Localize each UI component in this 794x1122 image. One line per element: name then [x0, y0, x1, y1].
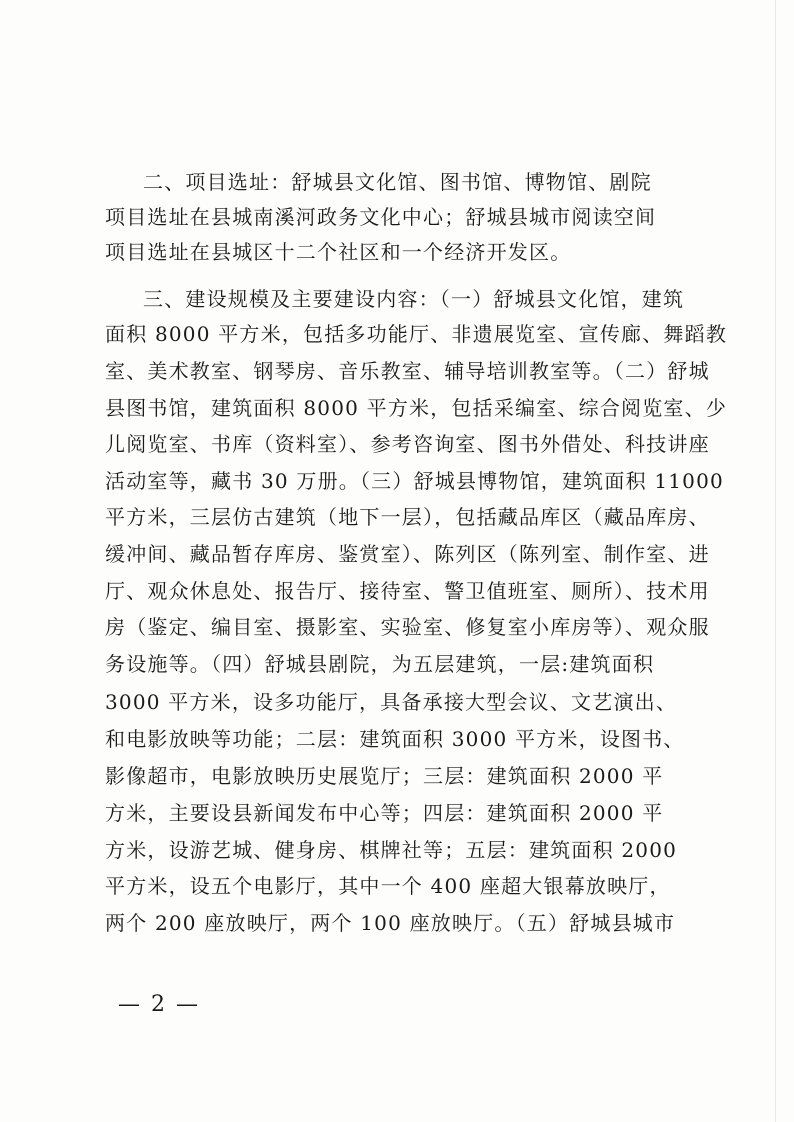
text-line-7: 县图书馆，建筑面积 8000 平方米，包括采编室、综合阅览室、少 — [105, 396, 728, 420]
text-line-11: 缓冲间、藏品暂存库房、鉴赏室）、陈列区（陈列室、制作室、进 — [105, 542, 710, 566]
text-line-12: 厅、观众休息处、报告厅、接待室、警卫值班室、厕所）、技术用 — [105, 579, 710, 603]
text-line-10: 平方米，三层仿古建筑（地下一层），包括藏品库区（藏品库房、 — [105, 505, 710, 529]
text-line-17: 影像超市，电影放映历史展览厅；三层：建筑面积 2000 平 — [105, 764, 664, 788]
text-line-1: 二、项目选址：舒城县文化馆、图书馆、博物馆、剧院 — [143, 170, 652, 194]
text-line-18: 方米，主要设县新闻发布中心等；四层：建筑面积 2000 平 — [105, 801, 664, 825]
text-line-13: 房（鉴定、编目室、摄影室、实验室、修复室小库房等）、观众服 — [105, 615, 710, 639]
text-line-15: 3000 平方米，设多功能厅，具备承接大型会议、文艺演出、 — [105, 690, 678, 714]
text-line-8: 儿阅览室、书库（资料室）、参考咨询室、图书外借处、科技讲座 — [105, 432, 710, 456]
page-number: — 2 — — [118, 992, 200, 1017]
text-line-9: 活动室等，藏书 30 万册。（三）舒城县博物馆，建筑面积 11000 — [105, 469, 724, 493]
text-line-3: 项目选址在县城区十二个社区和一个经济开发区。 — [105, 240, 572, 264]
text-line-6: 室、美术教室、钢琴房、音乐教室、辅导培训教室等。（二）舒城 — [105, 359, 710, 383]
text-line-19: 方米，设游艺城、健身房、棋牌社等；五层：建筑面积 2000 — [105, 838, 678, 862]
text-line-21: 两个 200 座放映厅，两个 100 座放映厅。（五）舒城县城市 — [105, 911, 676, 935]
text-line-14: 务设施等。（四）舒城县剧院，为五层建筑，一层:建筑面积 — [105, 652, 655, 676]
text-line-5: 面积 8000 平方米，包括多功能厅、非遗展览室、宣传廊、舞蹈教 — [105, 322, 728, 346]
text-line-16: 和电影放映等功能；二层：建筑面积 3000 平方米，设图书、 — [105, 727, 685, 751]
text-line-2: 项目选址在县城南溪河政务文化中心；舒城县城市阅读空间 — [105, 205, 657, 229]
page-edge-line — [775, 0, 776, 1122]
text-line-4: 三、建设规模及主要建设内容：（一）舒城县文化馆，建筑 — [143, 287, 685, 311]
text-line-20: 平方米，设五个电影厅，其中一个 400 座超大银幕放映厅， — [105, 874, 671, 898]
